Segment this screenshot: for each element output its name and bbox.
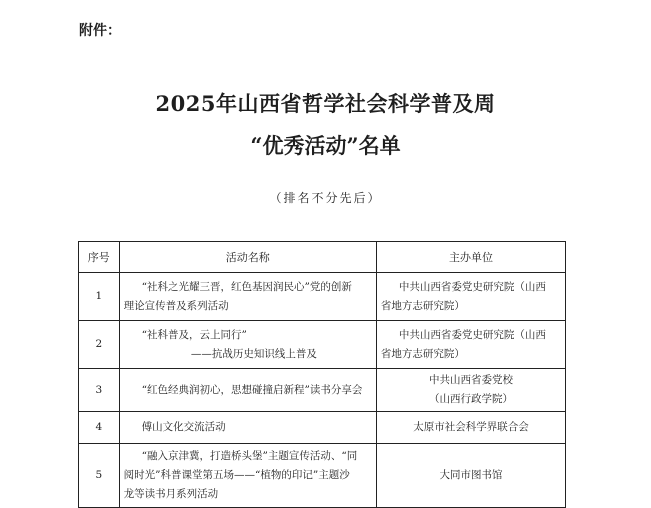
activity-name-line: 阅时光”科普课堂第五场——“植物的印记”主题沙 [123,469,350,481]
organizer-line: （山西行政学院） [428,393,513,405]
header-number: 序号 [79,242,120,273]
activity-name-line: “社科普及，云上同行” [141,328,247,341]
activity-name [119,273,376,321]
activity-name-line: 傅山文化交流活动 [141,421,226,433]
activity-name-line: 龙等读书月系列活动 [123,488,219,500]
attachment-label: 附件： [79,23,121,39]
table-row [79,273,566,321]
row-number: 1 [79,273,120,321]
row-number: 5 [79,444,120,508]
row-number: 3 [79,369,120,412]
activity-name [119,444,376,508]
activity-table [78,241,566,508]
organizer [376,321,565,369]
organizer-line: 大同市图书馆 [439,469,503,481]
activity-name-line: “社科之光耀三晋，红色基因润民心”党的创新 [141,280,352,293]
organizer [376,273,565,321]
organizer [376,369,565,412]
table-header-row [79,242,566,273]
table-row [79,321,566,369]
organizer-line: 太原市社会科学界联合会 [413,421,529,433]
organizer [376,444,565,508]
ranking-note: （排名不分先后） [269,191,382,205]
header-organizer: 主办单位 [376,242,565,273]
organizer-line: 中共山西省委党校 [428,374,513,386]
row-number: 2 [79,321,120,369]
activity-name-line: “红色经典润初心，思想碰撞启新程”读书分享会 [141,383,363,396]
document-subtitle: “优秀活动”名单 [250,133,401,158]
activity-name-line: “融入京津冀，打造桥头堡”主题宣传活动、“同 [141,450,358,462]
activity-name [119,369,376,412]
activity-name-line: 理论宣传普及系列活动 [123,299,229,312]
organizer-line: 省地方志研究院） [380,347,465,360]
organizer [376,412,565,444]
activity-name-line: ——抗战历史知识线上普及 [190,347,317,360]
document-title: 2025年山西省哲学社会科学普及周 [155,91,496,116]
organizer-line: 中共山西省委党史研究院（山西 [398,328,546,341]
table-row [79,369,566,412]
table-row [79,444,566,508]
activity-name [119,412,376,444]
row-number: 4 [79,412,120,444]
organizer-line: 省地方志研究院） [380,299,465,312]
header-activity-name: 活动名称 [119,242,376,273]
organizer-line: 中共山西省委党史研究院（山西 [398,280,546,293]
activity-name [119,321,376,369]
table-row [79,412,566,444]
